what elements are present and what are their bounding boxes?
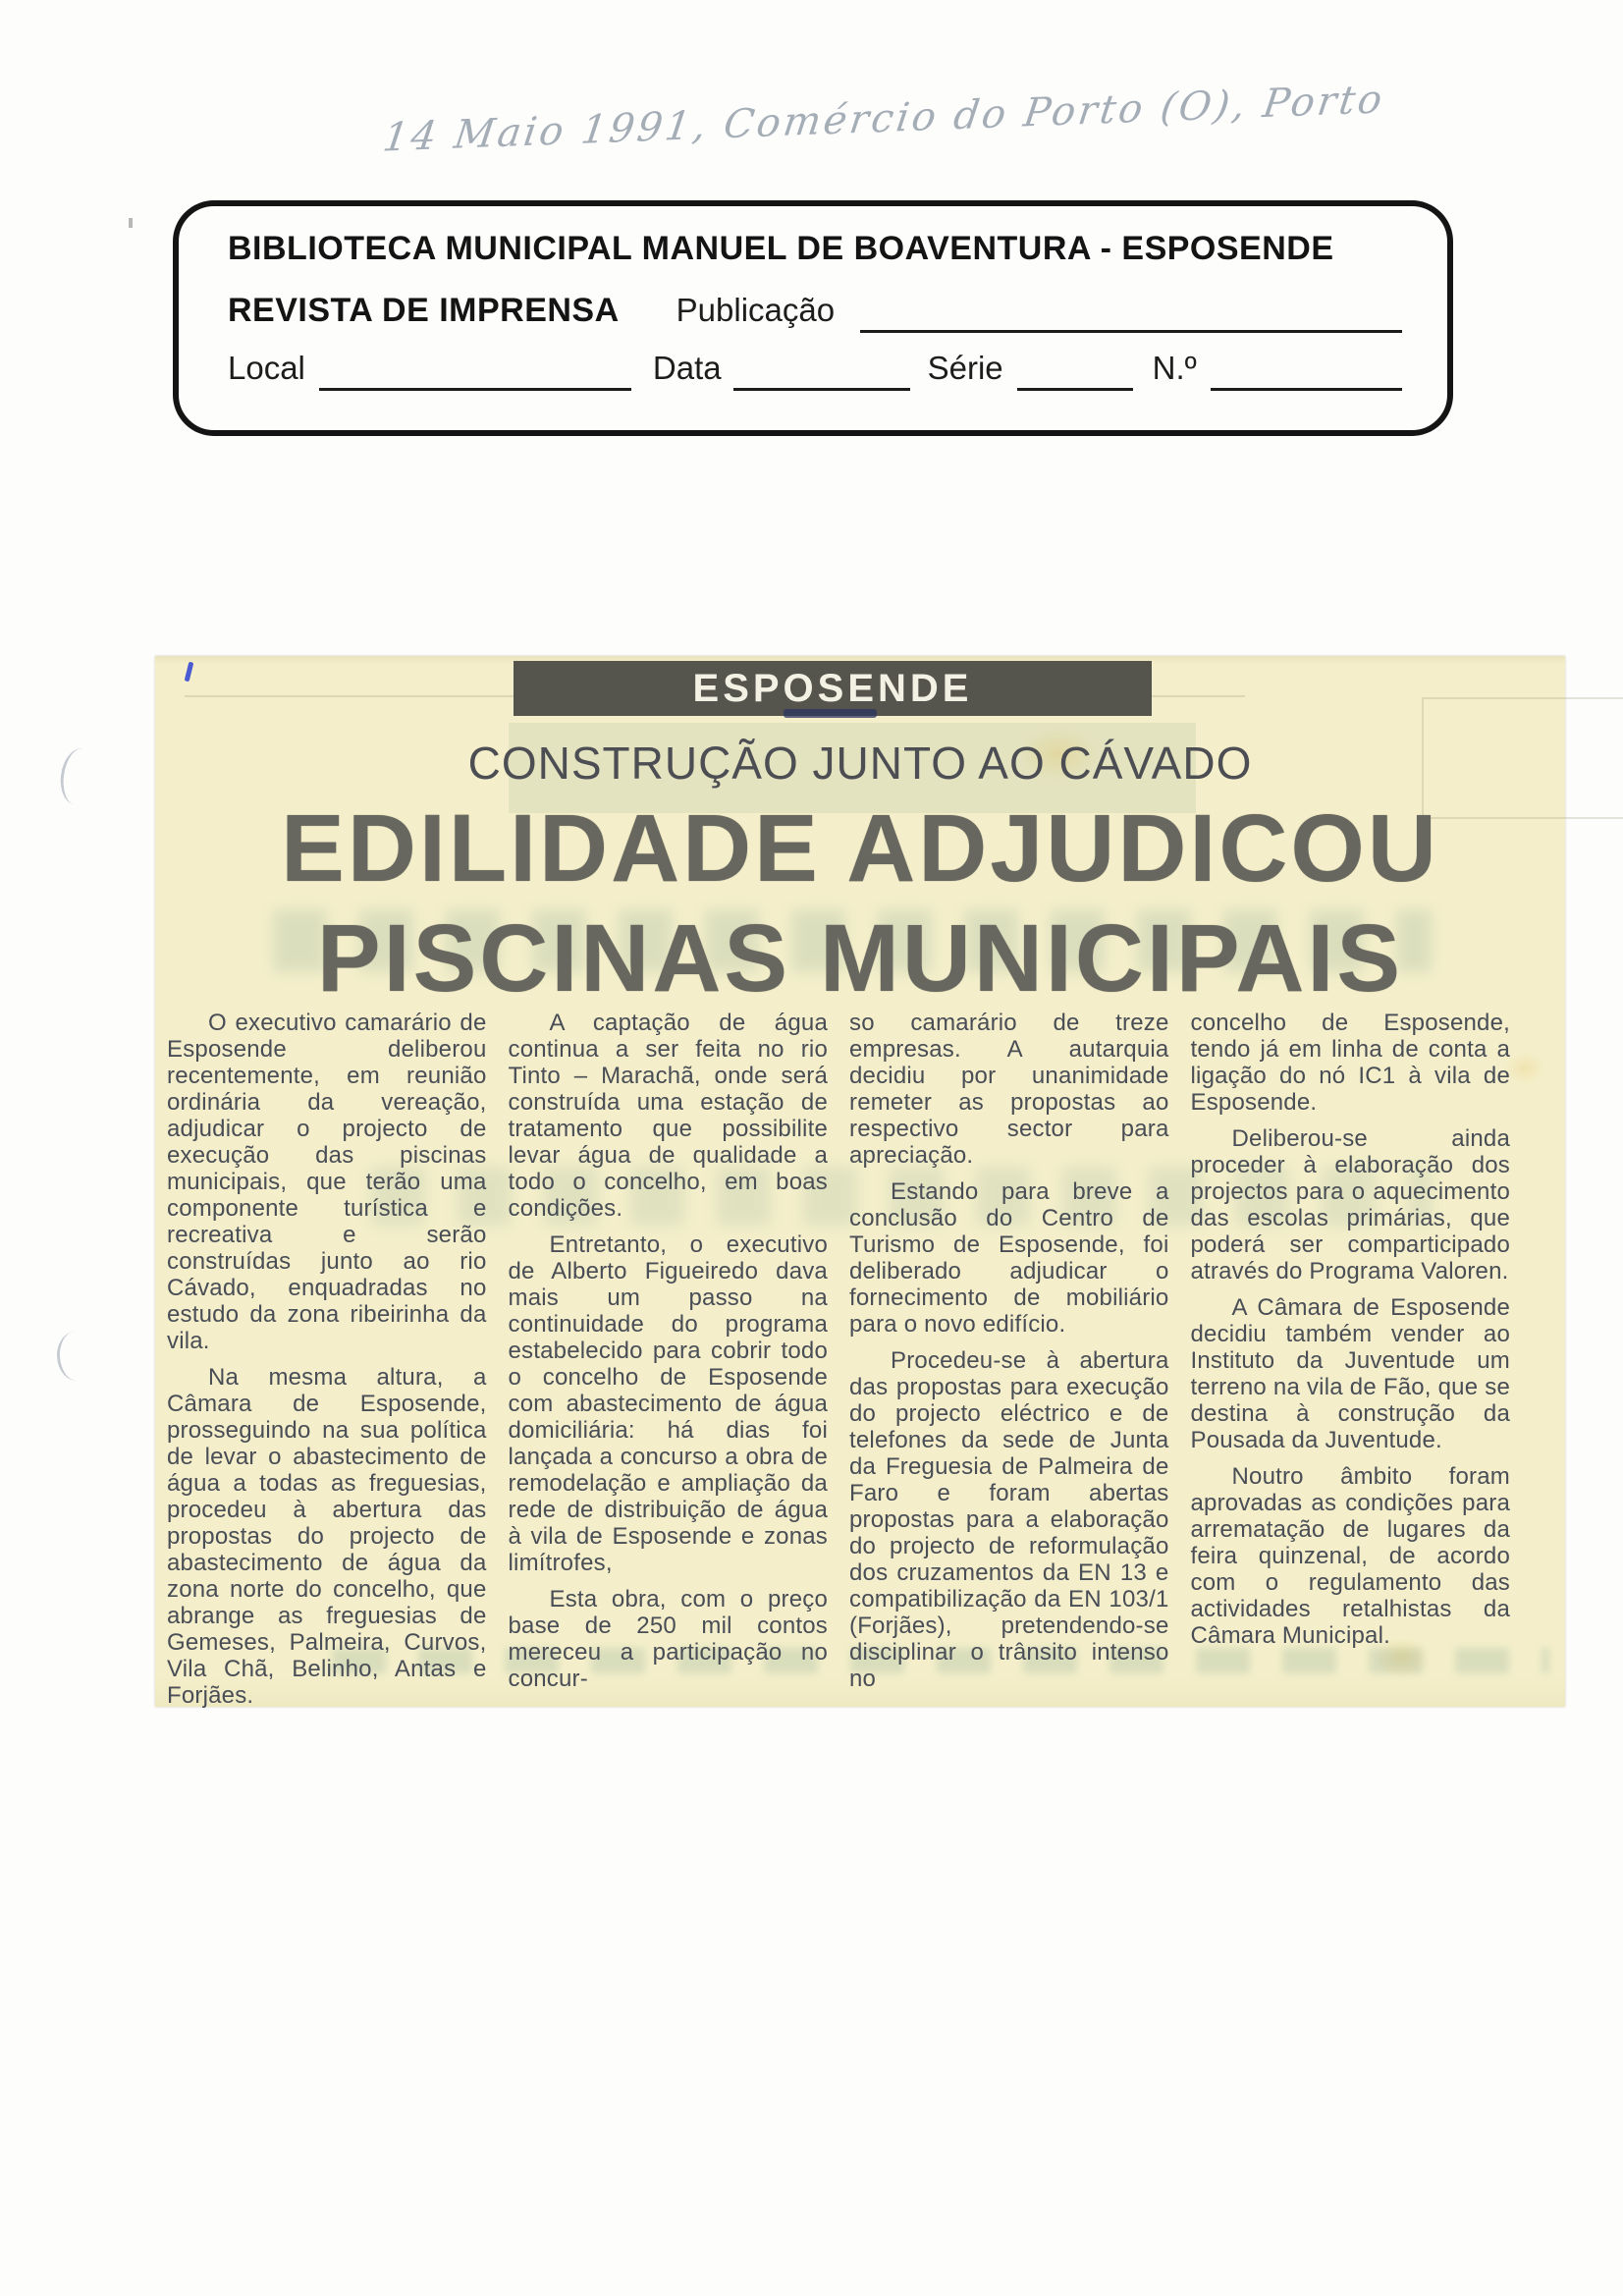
- ink-smudge-artifact: [784, 709, 877, 718]
- paragraph: Estando para breve a conclusão do Centro de Turismo de Esposende, foi deliberado adjudicar o fornecimento de mobiliário para o novo edifício.: [849, 1178, 1169, 1338]
- paragraph: Procedeu-se à abertura das propostas para execução do projecto eléctrico e de telefones da sede de Junta da Freguesia de Palmeira de Faro e foram abertas propostas para a elaboração do projecto de reformulação dos cruzamentos da EN 13 e compatibilização da EN 103/1 (Forjães), pretendendo-se disciplinar o trânsito intenso no: [849, 1347, 1169, 1692]
- paragraph: Deliberou-se ainda proceder à elaboração dos projectos para o aquecimento das escolas primárias, que poderá ser comparticipado através do Programa Valoren.: [1190, 1125, 1510, 1285]
- numero-label: N.º: [1152, 350, 1197, 386]
- section-banner-label: ESPOSENDE: [692, 666, 973, 710]
- library-stamp-box: [173, 200, 1453, 436]
- scan-speck-artifact: [129, 218, 133, 228]
- paragraph: so camarário de treze empresas. A autarquia decidiu por unanimidade remeter as propostas ao respectivo sector para apreciação.: [849, 1010, 1169, 1169]
- article-column-1: [167, 1010, 487, 1719]
- stamp-row-local-data: [228, 350, 1402, 387]
- headline-line-1: EDILIDADE ADJUDICOU: [281, 794, 1439, 902]
- data-label: Data: [652, 350, 722, 386]
- article-column-4: [1191, 1010, 1511, 1719]
- article-kicker: CONSTRUÇÃO JUNTO AO CÁVADO: [467, 738, 1253, 789]
- local-blank-line: [319, 388, 631, 391]
- article-body: [167, 1010, 1510, 1719]
- paragraph: A Câmara de Esposende decidiu também vender ao Instituto da Juventude um terreno na vila de Fão, que se destina à construção da Pousada da Juventude.: [1190, 1294, 1510, 1453]
- handwritten-note: 14 Maio 1991, Comércio do Porto (O), Porto: [380, 77, 1388, 161]
- paragraph: Noutro âmbito foram aprovadas as condições para arrematação de lugares da feira quinzenal, de acordo com o regulamento das actividades retalhistas da Câmara Municipal.: [1190, 1463, 1510, 1649]
- paragraph: Na mesma altura, a Câmara de Esposende, prosseguindo na sua política de levar o abastecimento de água a todas as freguesias, procedeu à abertura das propostas do projecto de abastecimento de água da zona norte do concelho, que abrange as freguesias de Gemeses, Palmeira, Curvos, Vila Chã, Belinho, Antas e Forjães.: [167, 1364, 487, 1709]
- section-banner: [514, 661, 1152, 716]
- scan-margin-artifact: [57, 746, 101, 808]
- press-review-label: REVISTA DE IMPRENSA: [228, 292, 620, 329]
- article-headline: [155, 793, 1565, 1013]
- paragraph: concelho de Esposende, tendo já em linha de conta a ligação do nó IC1 à vila de Esposende.: [1190, 1010, 1510, 1116]
- library-title: BIBLIOTECA MUNICIPAL MANUEL DE BOAVENTURA - ESPOSENDE: [228, 230, 1334, 267]
- paragraph: Esta obra, com o preço base de 250 mil contos mereceu a participação no concur-: [508, 1586, 828, 1692]
- newspaper-clipping: [155, 656, 1565, 1707]
- stamp-row-publication: [228, 292, 1402, 330]
- numero-blank-line: [1211, 388, 1402, 391]
- data-blank-line: [733, 388, 910, 391]
- scan-margin-artifact: [55, 1331, 96, 1383]
- publicacao-blank-line: [860, 330, 1402, 333]
- publicacao-label: Publicação: [676, 292, 836, 328]
- local-label: Local: [228, 350, 305, 386]
- serie-label: Série: [927, 350, 1003, 386]
- article-column-3: [849, 1010, 1169, 1719]
- paragraph: Entretanto, o executivo de Alberto Figueiredo dava mais um passo na continuidade do programa estabelecido para cobrir todo o concelho de Esposende com abastecimento de água domiciliária: há dias foi lançada a concurso a obra de remodelação e ampliação da rede de distribuição de água à vila de Esposende e zonas limítrofes,: [508, 1231, 828, 1576]
- article-column-2: [509, 1010, 829, 1719]
- paragraph: A captação de água continua a ser feita no rio Tinto – Marachã, onde será construída uma estação de tratamento que possibilite levar água de qualidade a todo o concelho, em boas condições.: [508, 1010, 828, 1222]
- serie-blank-line: [1017, 388, 1133, 391]
- paragraph: O executivo camarário de Esposende deliberou recentemente, em reunião ordinária da vereação, adjudicar o projecto de execução das piscinas municipais, que terão uma componente turística e recreativa e serão construídas junto ao rio Cávado, enquadradas no estudo da zona ribeirinha da vila.: [167, 1010, 487, 1354]
- headline-line-2: PISCINAS MUNICIPAIS: [316, 904, 1404, 1011]
